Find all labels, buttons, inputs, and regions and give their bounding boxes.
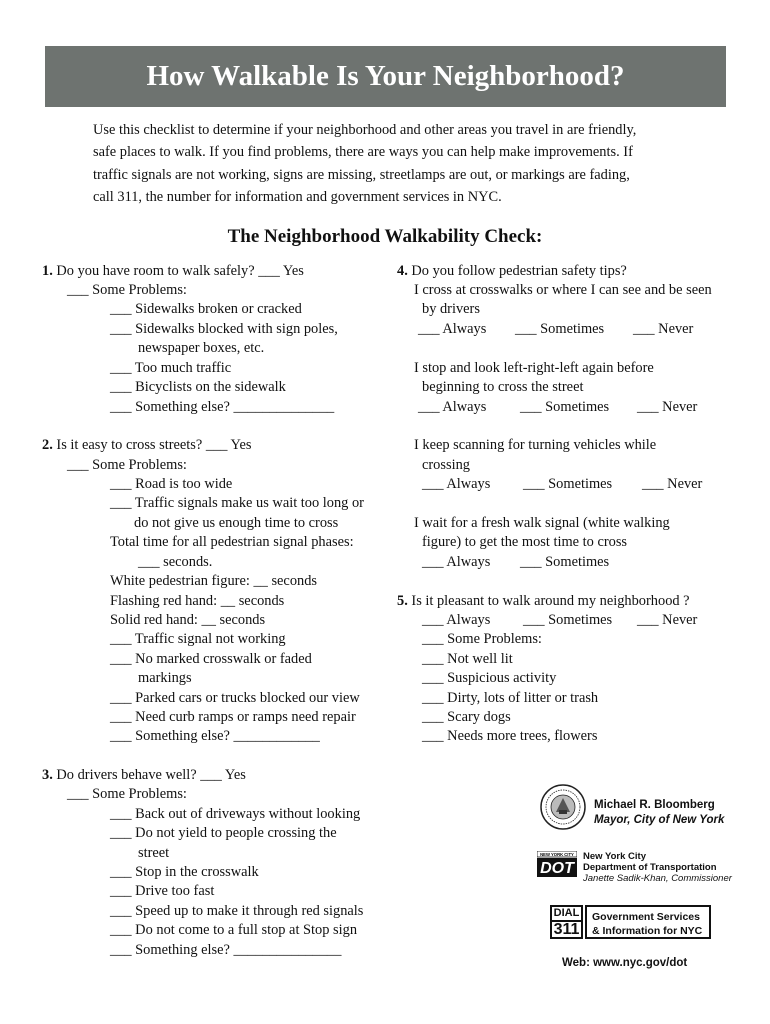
checklist-item: ___ Traffic signal not working: [110, 631, 286, 647]
gov-line-1: Government Services: [592, 911, 700, 923]
tip-text: I stop and look left-right-left again before: [414, 360, 654, 376]
checklist-item: White pedestrian figure: __ seconds: [110, 573, 317, 589]
tip-text: by drivers: [422, 301, 480, 317]
checklist-item: ___ Something else? ______________: [110, 399, 335, 415]
option-never: ___ Never: [633, 321, 694, 337]
checklist-item: ___ Suspicious activity: [422, 670, 557, 686]
tip-text: figure) to get the most time to cross: [422, 534, 628, 550]
option-sometimes: ___ Sometimes: [523, 476, 613, 492]
question-number: 4.: [397, 263, 408, 279]
checklist-item: ___ No marked crosswalk or faded: [110, 651, 312, 667]
checklist-item: ___ Do not come to a full stop at Stop sign: [110, 922, 358, 938]
question-text: Do you have room to walk safely? ___ Yes: [56, 263, 304, 279]
checklist-item: ___ Not well lit: [422, 651, 513, 667]
tip-text: beginning to cross the street: [422, 379, 584, 395]
checklist-item: Solid red hand: __ seconds: [110, 612, 266, 628]
option-always: ___ Always: [418, 399, 487, 415]
tip-text: crossing: [422, 457, 470, 473]
some-problems: ___ Some Problems:: [67, 786, 187, 802]
question-text: Is it easy to cross streets? ___ Yes: [56, 437, 252, 453]
checklist-item: ___ Speed up to make it through red signals: [110, 903, 364, 919]
checklist-item: ___ Bicyclists on the sidewalk: [110, 379, 286, 395]
question-text: Do you follow pedestrian safety tips?: [411, 263, 627, 279]
checklist-item: ___ Do not yield to people crossing the: [110, 825, 337, 841]
option-sometimes: ___ Sometimes: [523, 612, 613, 628]
checklist-item-continued: do not give us enough time to cross: [134, 515, 339, 531]
intro-line: traffic signals are not working, signs are missing, streetlamps are out, or markings are fading,: [93, 166, 630, 183]
intro-line: Use this checklist to determine if your neighborhood and other areas you travel in are friendly,: [93, 122, 637, 138]
tip-text: I wait for a fresh walk signal (white walking: [414, 515, 670, 531]
gov-services-box: [585, 905, 711, 939]
checklist-item: ___ Back out of driveways without looking: [110, 806, 361, 822]
question-number: 2.: [42, 437, 53, 453]
checklist-item: ___ Drive too fast: [110, 883, 215, 899]
checklist-item: Flashing red hand: __ seconds: [110, 593, 285, 609]
page-title-banner: [45, 46, 726, 107]
mayor-title: Mayor, City of New York: [594, 814, 725, 826]
option-never: ___ Never: [637, 612, 698, 628]
gov-line-2: & Information for NYC: [592, 925, 703, 937]
checklist-item: ___ Something else? ____________: [110, 728, 320, 744]
city-seal-logo: [540, 784, 586, 830]
option-always: ___ Always: [418, 321, 487, 337]
checklist-item: ___ Dirty, lots of litter or trash: [422, 690, 599, 706]
checklist-item: ___ Needs more trees, flowers: [422, 728, 598, 744]
checklist-item: ___ Road is too wide: [110, 476, 233, 492]
checklist-item: ___ Scary dogs: [422, 709, 511, 725]
checklist-item-continued: markings: [138, 670, 192, 686]
question-2: [42, 436, 251, 455]
website-link[interactable]: Web: www.nyc.gov/dot: [562, 957, 688, 969]
question-number: 1.: [42, 263, 53, 279]
checklist-item-continued: street: [138, 845, 170, 861]
dot-line-1: New York City: [583, 851, 647, 862]
page-title: How Walkable Is Your Neighborhood?: [146, 60, 625, 92]
intro-paragraph: [93, 119, 693, 209]
checklist-item: ___ Traffic signals make us wait too long or: [110, 495, 364, 511]
option-never: ___ Never: [642, 476, 703, 492]
some-problems: ___ Some Problems:: [67, 457, 187, 473]
intro-line: safe places to walk. If you find problems, there are ways you can help make improvements. If: [93, 144, 633, 161]
question-3: [42, 766, 246, 785]
checklist-item: ___ Too much traffic: [110, 360, 232, 376]
tip-text: I cross at crosswalks or where I can see and be seen: [414, 282, 712, 298]
checklist-item: ___ Sidewalks blocked with sign poles,: [110, 321, 338, 337]
mayor-name: Michael R. Bloomberg: [594, 799, 715, 811]
question-4: [397, 262, 627, 281]
intro-line: call 311, the number for information and government services in NYC.: [93, 189, 502, 206]
dial-word: DIAL: [553, 907, 580, 919]
section-title: The Neighborhood Walkability Check:: [227, 226, 543, 247]
checklist-item: ___ Some Problems:: [422, 631, 542, 647]
checklist-item: ___ Stop in the crosswalk: [110, 864, 259, 880]
dial-number: 311: [553, 921, 580, 938]
question-text: Is it pleasant to walk around my neighborhood ?: [411, 593, 690, 609]
question-1: [42, 262, 304, 281]
checklist-item: ___ Something else? _______________: [110, 942, 342, 958]
dot-line-3: Janette Sadik-Khan, Commissioner: [583, 873, 732, 884]
question-text: Do drivers behave well? ___ Yes: [56, 767, 246, 783]
checklist-item: Total time for all pedestrian signal phases:: [110, 534, 354, 550]
checklist-item-continued: newspaper boxes, etc.: [138, 340, 265, 356]
question-number: 3.: [42, 767, 53, 783]
checklist-item-continued: ___ seconds.: [138, 554, 213, 570]
dial-311-box: [550, 905, 583, 939]
option-sometimes: ___ Sometimes: [520, 554, 610, 570]
option-never: ___ Never: [637, 399, 698, 415]
nyc-dot-logo: [537, 851, 577, 877]
tip-text: I keep scanning for turning vehicles while: [414, 437, 657, 453]
dot-logo-mark: DOT: [540, 860, 574, 877]
some-problems: ___ Some Problems:: [67, 282, 187, 298]
option-always: ___ Always: [422, 554, 491, 570]
option-always: ___ Always: [422, 476, 491, 492]
checklist-item: ___ Need curb ramps or ramps need repair: [110, 709, 356, 725]
option-sometimes: ___ Sometimes: [520, 399, 610, 415]
option-always: ___ Always: [422, 612, 491, 628]
checklist-item: ___ Sidewalks broken or cracked: [110, 301, 302, 317]
question-number: 5.: [397, 593, 408, 609]
option-sometimes: ___ Sometimes: [515, 321, 605, 337]
question-5: [397, 592, 690, 611]
checklist-item: ___ Parked cars or trucks blocked our view: [110, 690, 360, 706]
dot-line-2: Department of Transportation: [583, 862, 717, 873]
dot-logo-text: NEW YORK CITY: [540, 851, 574, 857]
